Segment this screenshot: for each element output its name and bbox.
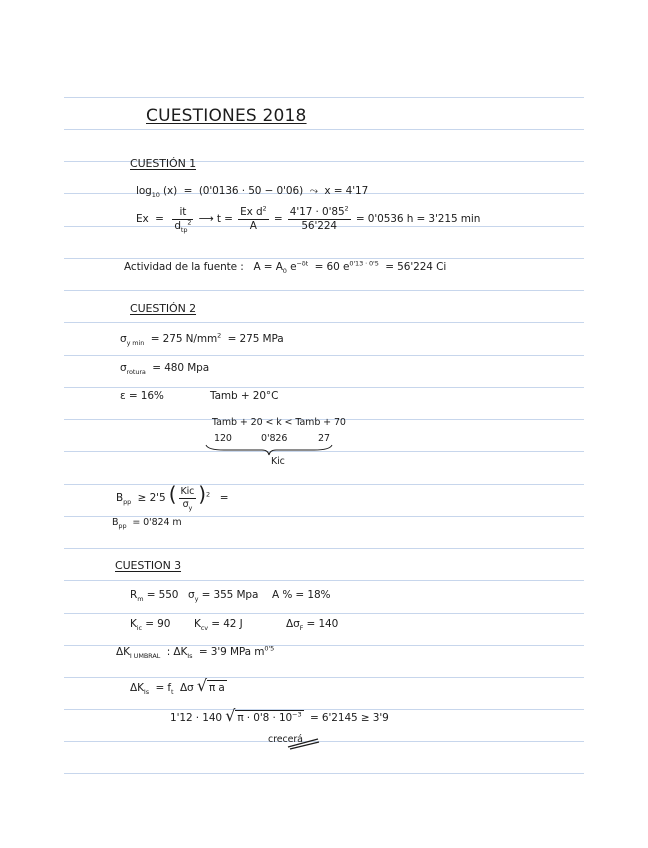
- num-sup: 2: [262, 204, 267, 213]
- q2-val-2: 0'826: [261, 433, 288, 444]
- sigma-y-value: = 275 N/mm: [150, 333, 218, 345]
- kcv-symbol: K: [194, 618, 201, 630]
- q3-a-pct: A % = 18%: [272, 589, 331, 601]
- fraction-numerator: [288, 204, 351, 220]
- delta-sigma: Δσ: [179, 682, 194, 694]
- rule-line: [64, 322, 584, 323]
- rule-line: [64, 387, 584, 388]
- num-text: Ex d: [240, 206, 263, 218]
- rule-line: [64, 741, 584, 742]
- q2-sigma-y-min: [120, 331, 284, 348]
- rule-line: [64, 613, 584, 614]
- q2-range: Tamb + 20 < k < Tamb + 70: [212, 417, 346, 428]
- sy-sub: y: [194, 595, 199, 604]
- activity-expr-a: A = A: [253, 261, 283, 273]
- activity-expr-b: = 60 e: [314, 261, 350, 273]
- dk-umbral-sup: 0'5: [264, 644, 275, 653]
- dkis-sub: Is: [143, 688, 149, 697]
- q2-kic-label: Kic: [271, 456, 285, 467]
- dkis-eq: = f: [155, 682, 172, 694]
- sqrt-content: π a: [208, 682, 225, 694]
- log-arg: (x): [163, 185, 178, 197]
- question-1-heading: CUESTIÓN 1: [130, 157, 197, 170]
- question-3-heading: CUESTION 3: [115, 559, 182, 572]
- fraction-it-over-d: [172, 206, 193, 234]
- q3-dk-umbral: [116, 644, 275, 661]
- rm-symbol: R: [130, 589, 138, 601]
- f-sub: t: [171, 688, 174, 697]
- rm-value: = 550: [146, 589, 179, 601]
- rule-line: [64, 129, 584, 130]
- fraction-kic-over-sigma: [179, 486, 197, 512]
- fraction-denominator: [172, 220, 193, 232]
- q3-kic: [130, 618, 171, 633]
- q1-activity-equation: [124, 259, 447, 276]
- q1-exposure-equation: Ex = $\frac{it}{d_{tp}^2}$ ⟶ t = $\frac{Ex d^2}{A}$ = $\frac{4'17 \cdot 0'85^2}{56'224}$ = 0'0536 h = 3'215 min: [136, 204, 481, 234]
- a0-sub: 0: [282, 267, 287, 276]
- rule-line: [64, 773, 584, 774]
- root-text: π · 0'8 · 10: [237, 712, 293, 724]
- ex-result: = 0'0536 h = 3'215 min: [355, 213, 481, 225]
- bpp-sub: pp: [118, 521, 127, 530]
- dsf-sub: F: [299, 624, 304, 633]
- left-paren: (: [168, 482, 177, 506]
- long-arrow-icon: ⟶: [198, 213, 214, 225]
- rule-line: [64, 355, 584, 356]
- log-base: 10: [151, 191, 160, 200]
- sqrt-icon: √: [225, 706, 236, 725]
- dkis-symbol: ΔK: [130, 682, 144, 694]
- q3-dsf: [286, 618, 339, 633]
- sigma-sub: y min: [126, 339, 145, 348]
- sigma-y-mpa: = 275 MPa: [227, 333, 284, 345]
- activity-exponent-2: 0'13 · 0'5: [349, 259, 379, 268]
- sigma-rotura-value: = 480 Mpa: [152, 362, 210, 374]
- rm-sub: m: [137, 595, 144, 604]
- fraction-numerator: [238, 204, 269, 220]
- bpp-value: = 0'824 m: [132, 517, 182, 528]
- q2-epsilon: ε = 16%: [120, 390, 164, 402]
- sigma-sub: rotura: [126, 368, 146, 377]
- q3-calculation: [170, 708, 389, 724]
- rule-line: [64, 548, 584, 549]
- fraction-numerator: it: [172, 207, 193, 220]
- q2-bpp-formula: [116, 482, 229, 512]
- bpp-sub: pp: [123, 498, 132, 507]
- calc-result: = 6'2145 ≥ 3'9: [309, 712, 389, 724]
- activity-exponent-1: −δt: [296, 259, 309, 268]
- dk-mid-sub: Is: [187, 652, 193, 661]
- fraction-exd-over-a: [238, 204, 269, 232]
- fraction-denominator: [179, 499, 197, 510]
- q3-kcv: [194, 618, 243, 633]
- kic-value: = 90: [145, 618, 171, 630]
- activity-label: Actividad de la fuente :: [124, 261, 244, 273]
- squiggle-arrow-icon: ⤳: [309, 185, 318, 197]
- sigma-symbol: σ: [120, 362, 127, 374]
- sy-value: = 355 Mpa: [201, 589, 259, 601]
- q2-tamb: Tamb + 20°C: [210, 390, 279, 402]
- page-title: CUESTIONES 2018: [146, 106, 307, 126]
- num-sup: 2: [344, 204, 349, 213]
- rule-line: [64, 580, 584, 581]
- kic-sub: ic: [136, 624, 142, 633]
- dsf-value: = 140: [306, 618, 339, 630]
- kcv-sub: cv: [200, 624, 209, 633]
- kcv-value: = 42 J: [211, 618, 243, 630]
- q2-val-1: 120: [214, 433, 232, 444]
- q2-bpp-result: [112, 518, 181, 528]
- ex-label: Ex: [136, 213, 149, 225]
- q3-dkis-formula: [130, 676, 227, 697]
- rule-line: [64, 258, 584, 259]
- dk-symbol: ΔK: [116, 646, 130, 658]
- log-function: log: [136, 185, 152, 197]
- log-result: x = 4'17: [324, 185, 369, 197]
- q2-val-3: 27: [318, 433, 330, 444]
- bpp-symbol: B: [112, 517, 119, 528]
- t-label: t =: [216, 213, 233, 225]
- bpp-exponent: 2: [206, 490, 211, 499]
- dk-sub: I UMBRAL: [129, 652, 161, 661]
- den-sup: 2: [187, 218, 192, 226]
- right-paren: ): [198, 482, 206, 506]
- kic-symbol: K: [130, 618, 137, 630]
- double-underline-icon: [286, 736, 320, 750]
- rule-line: [64, 97, 584, 98]
- log-rhs: (0'0136 · 50 − 0'06): [198, 185, 304, 197]
- dsf-symbol: Δσ: [286, 618, 300, 630]
- q1-log-equation: $\log_{10} (x) = (0'0136 \cdot 50 - 0'06)$ ⤳ x = 4'17: [136, 185, 369, 200]
- underbrace-icon: [204, 444, 334, 456]
- q3-sy: [188, 589, 259, 604]
- q3-rm: [130, 589, 179, 604]
- den-sub: y: [188, 503, 193, 512]
- activity-result: = 56'224 Ci: [385, 261, 447, 273]
- dk-mid: : ΔK: [166, 646, 188, 658]
- sqrt-content: [235, 710, 303, 724]
- bpp-inequality: ≥ 2'5: [137, 492, 166, 504]
- calc-factor: 1'12 · 140: [170, 712, 222, 724]
- fraction-denominator: 56'224: [301, 219, 338, 232]
- rule-line: [64, 290, 584, 291]
- sigma-symbol: σ: [120, 333, 127, 345]
- q3-conclusion: crecerá: [268, 734, 303, 745]
- rule-line: [64, 645, 584, 646]
- fraction-denominator: A: [249, 219, 257, 232]
- dk-umbral-value: = 3'9 MPa m: [198, 646, 265, 658]
- sqrt-icon: √: [196, 676, 207, 695]
- den-sigma: σ: [182, 498, 189, 510]
- den-d: d: [174, 219, 181, 232]
- question-2-heading: CUESTIÓN 2: [130, 302, 197, 315]
- den-sub: tp: [180, 225, 188, 234]
- bpp-symbol: B: [116, 492, 124, 504]
- activity-e: e: [290, 261, 297, 273]
- fraction-numerator: Kic: [180, 486, 195, 497]
- fraction-numeric: [288, 204, 351, 232]
- num-text: 4'17 · 0'85: [289, 206, 345, 218]
- root-sup: −3: [292, 710, 302, 719]
- bpp-equals: =: [219, 492, 229, 504]
- sigma-y-sup: 2: [217, 331, 222, 340]
- q2-sigma-rotura: [120, 362, 210, 377]
- sy-symbol: σ: [188, 589, 195, 601]
